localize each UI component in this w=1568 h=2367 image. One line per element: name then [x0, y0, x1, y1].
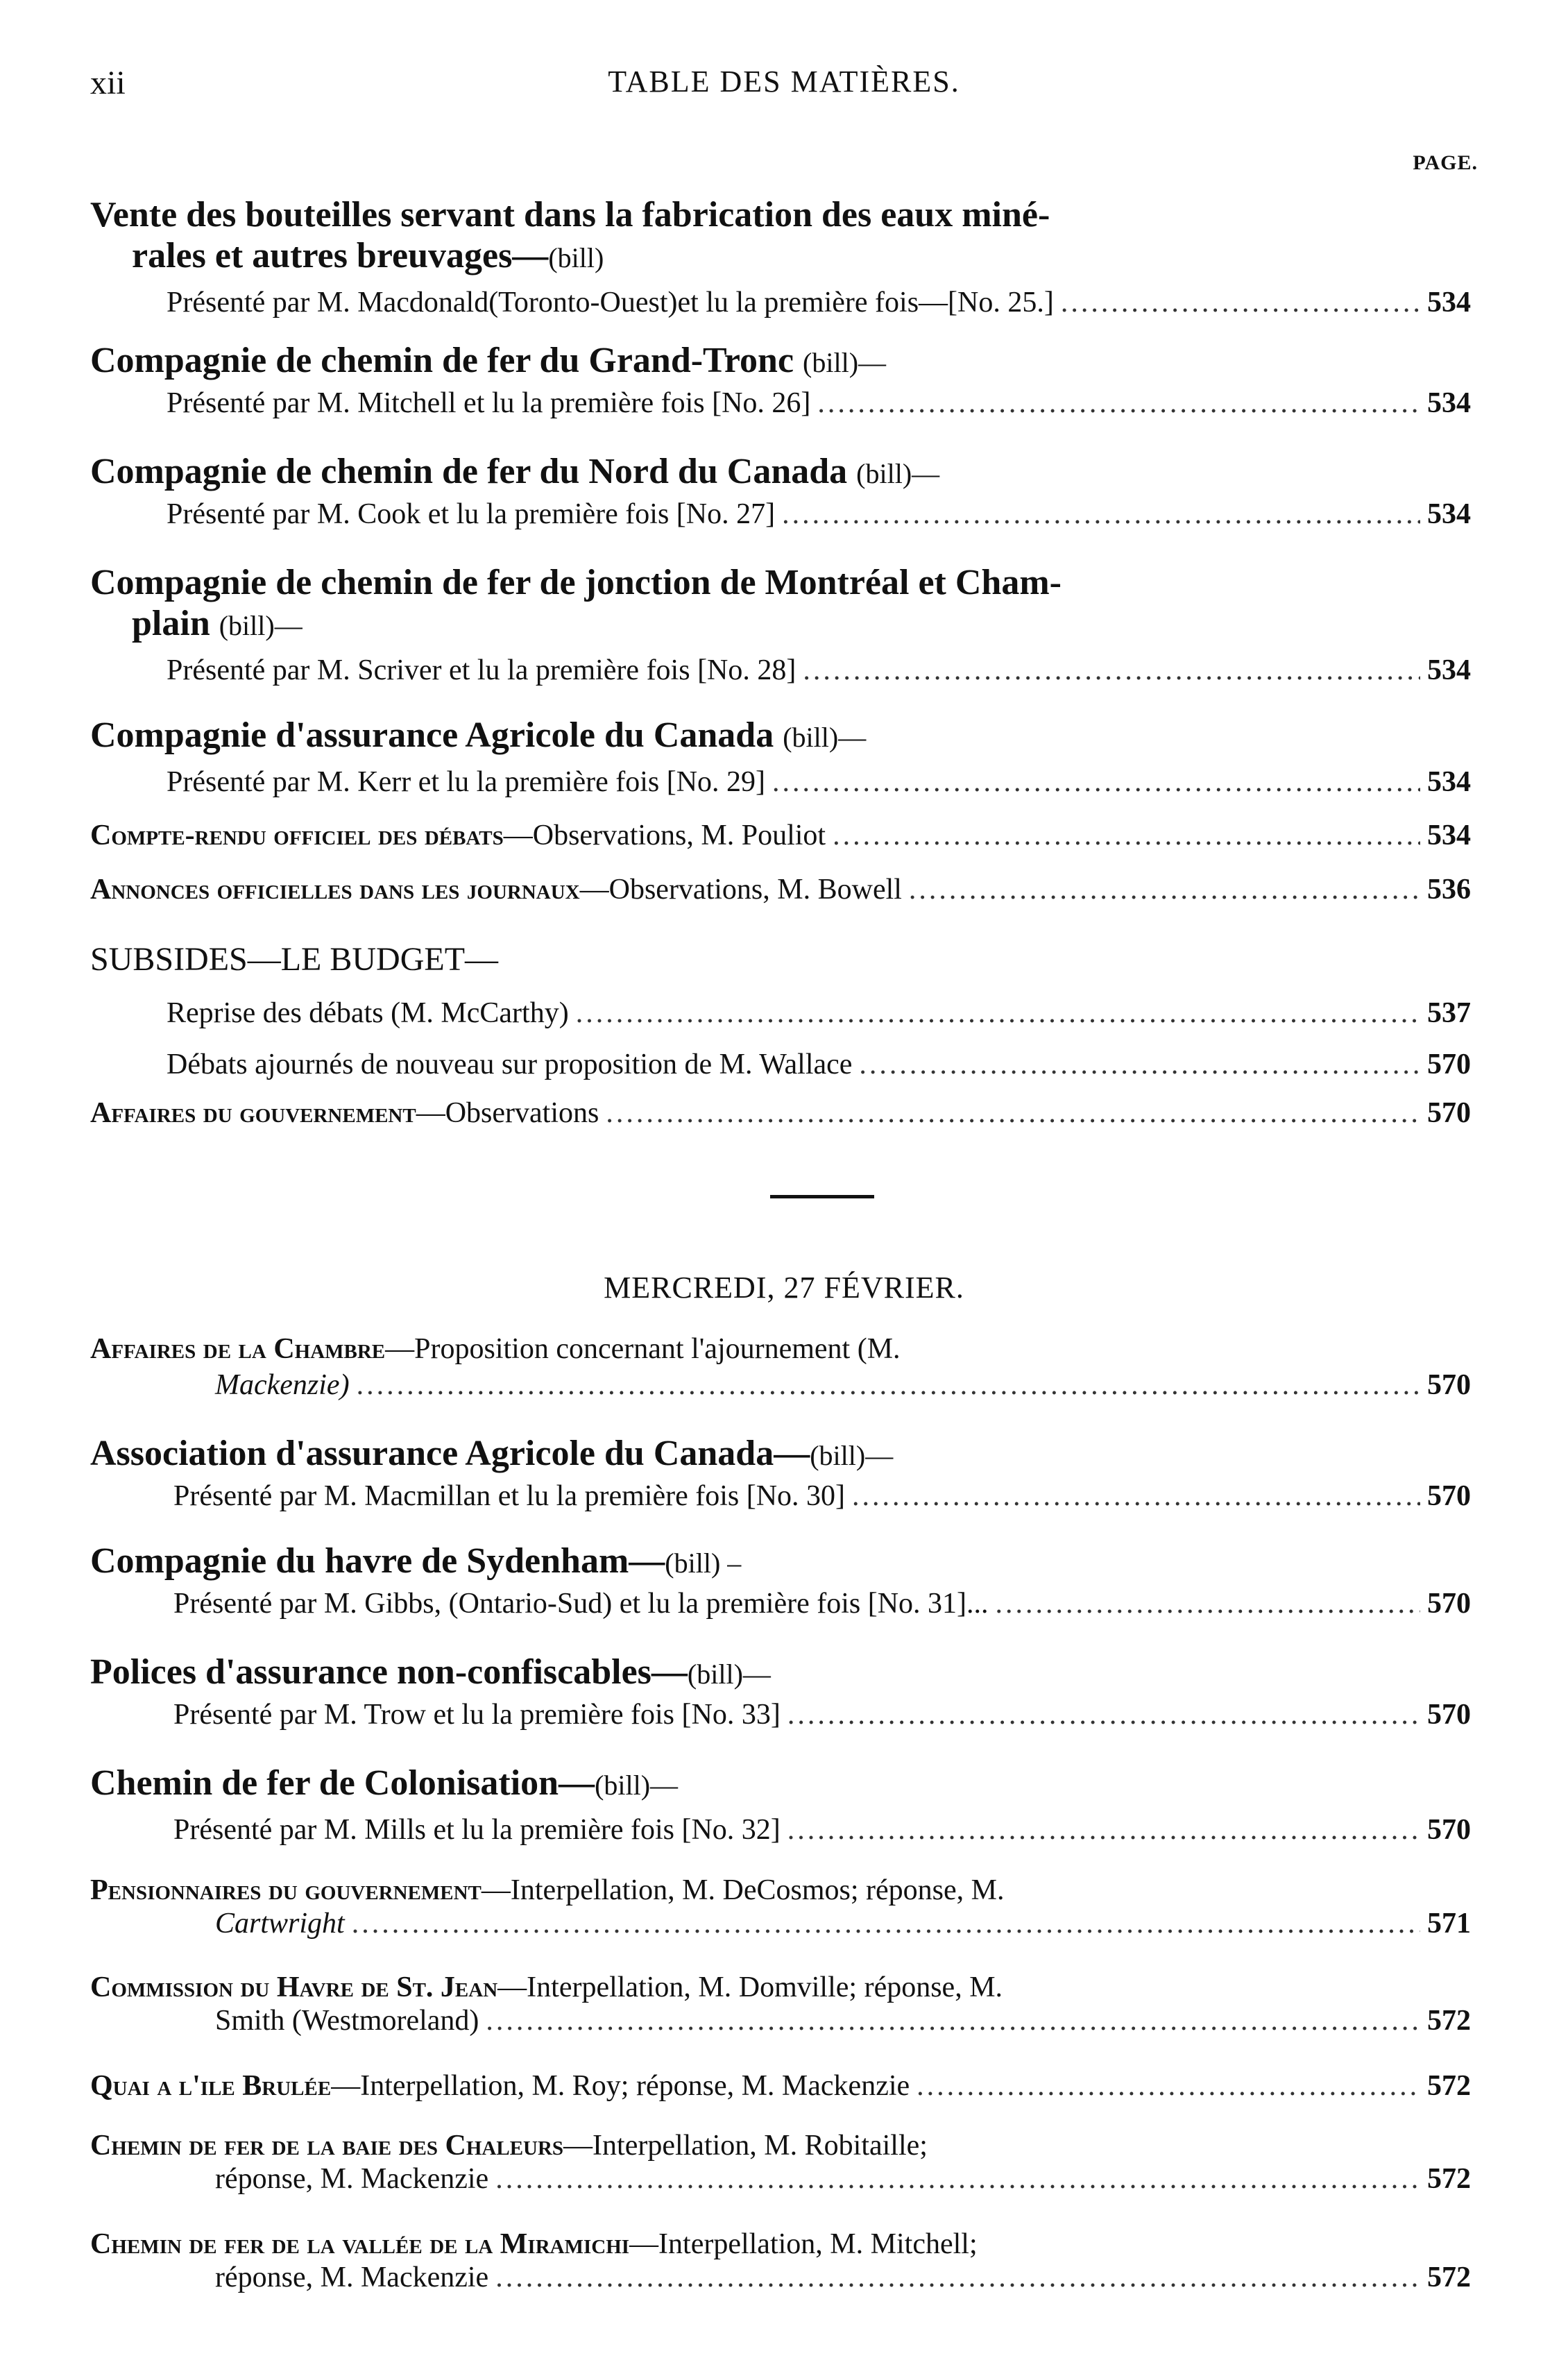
entry-title: Compagnie du havre de Sydenham—(bill) –: [90, 1541, 742, 1581]
entry-line-cont: réponse, M. Mackenzie ..... 572: [90, 2162, 1471, 2196]
entry-line: Présenté par M. Cook et lu la première fois [No. 27] ..... 534: [90, 498, 1471, 531]
entry-line: Pensionnaires du gouvernement—Interpellation, M. DeCosmos; réponse, M.: [90, 1874, 1005, 1906]
entry-title: Compagnie de chemin de fer de jonction de Montréal et Cham-: [90, 563, 1062, 602]
entry-line-cont: réponse, M. Mackenzie ..... 572: [90, 2261, 1471, 2294]
entry-title-cont: rales et autres breuvages—(bill): [132, 236, 604, 275]
entry-title-cont: plain (bill)—: [132, 604, 302, 643]
toc-entry: [90, 340, 1471, 420]
entry-line: Présenté par M. Macdonald(Toronto-Ouest)et lu la première fois—[No. 25.] ..... 534: [90, 286, 1471, 319]
entry-line: Débats ajournés de nouveau sur proposition de M. Wallace ..... 570: [90, 1048, 1471, 1081]
toc-entry: [90, 562, 1471, 687]
toc-entry: [90, 1096, 1471, 1130]
toc-entry: [90, 194, 1471, 319]
entry-line-cont: Smith (Westmoreland) ..... 572: [90, 2004, 1471, 2037]
toc-entry: [90, 2129, 1471, 2196]
divider: [770, 1195, 874, 1198]
entry-line: Quai a l'ile Brulée—Interpellation, M. Roy; réponse, M. Mackenzie ..... 572: [90, 2069, 1471, 2103]
toc-entry: [90, 451, 1471, 531]
toc-entry: [90, 1971, 1471, 2037]
entry-line: Affaires du gouvernement—Observations ..... 570: [90, 1096, 1471, 1130]
entry-title: Compagnie d'assurance Agricole du Canada (bill)—: [90, 715, 867, 755]
page-number: xii: [90, 65, 126, 101]
entry-title: Compagnie de chemin de fer du Grand-Tronc (bill)—: [90, 341, 887, 380]
entry-line: Présenté par M. Gibbs, (Ontario-Sud) et lu la première fois [No. 31]... ..... 570: [90, 1587, 1471, 1620]
entry-line: Présenté par M. Scriver et lu la première fois [No. 28] ..... 534: [90, 654, 1471, 687]
entry-title: SUBSIDES—LE BUDGET—: [90, 941, 499, 978]
entry-line: Présenté par M. Trow et lu la première fois [No. 33] ..... 570: [90, 1698, 1471, 1731]
toc-entry: [90, 2228, 1471, 2294]
toc-entry: [90, 1433, 1471, 1513]
entry-line: Reprise des débats (M. McCarthy) ..... 537: [90, 996, 1471, 1030]
toc-entry: [90, 715, 1471, 799]
entry-title: Polices d'assurance non-confiscables—(bill)—: [90, 1652, 771, 1692]
entry-title: Compagnie de chemin de fer du Nord du Canada (bill)—: [90, 452, 940, 491]
entry-line: Présenté par M. Mitchell et lu la première fois [No. 26] ..... 534: [90, 387, 1471, 420]
entry-line: Annonces officielles dans les journaux—Observations, M. Bowell ..... 536: [90, 873, 1471, 906]
entry-title: Chemin de fer de Colonisation—(bill)—: [90, 1763, 679, 1803]
header-title: TABLE DES MATIÈRES.: [608, 65, 960, 99]
entry-line: Chemin de fer de la vallée de la Miramichi—Interpellation, M. Mitchell;: [90, 2228, 978, 2260]
toc-entry: [90, 1763, 1471, 1847]
page-column-label: PAGE.: [1413, 151, 1478, 174]
date-heading: MERCREDI, 27 FÉVRIER.: [604, 1271, 964, 1305]
entry-line-cont: Mackenzie) ..... 570: [90, 1368, 1471, 1402]
toc-entry: [90, 1332, 1471, 1402]
entry-line: Commission du Havre de St. Jean—Interpellation, M. Domville; réponse, M.: [90, 1971, 1003, 2003]
entry-line: Présenté par M. Mills et lu la première fois [No. 32] ..... 570: [90, 1813, 1471, 1847]
entry-line: Compte-rendu officiel des débats—Observations, M. Pouliot ..... 534: [90, 819, 1471, 852]
toc-entry: [90, 940, 1471, 1081]
entry-line: Présenté par M. Macmillan et lu la première fois [No. 30] ..... 570: [90, 1479, 1471, 1513]
toc-entry: [90, 1652, 1471, 1731]
entry-line: Affaires de la Chambre—Proposition concernant l'ajournement (M.: [90, 1333, 901, 1365]
entry-title: Vente des bouteilles servant dans la fabrication des eaux miné-: [90, 195, 1050, 235]
entry-line: Présenté par M. Kerr et lu la première fois [No. 29] ..... 534: [90, 765, 1471, 799]
toc-entry: [90, 873, 1471, 906]
entry-title: Association d'assurance Agricole du Canada—(bill)—: [90, 1434, 894, 1473]
entry-line: Chemin de fer de la baie des Chaleurs—Interpellation, M. Robitaille;: [90, 2130, 928, 2162]
entry-line-cont: Cartwright ..... 571: [90, 1907, 1471, 1940]
toc-entry: [90, 819, 1471, 852]
page-header: [83, 64, 1485, 112]
toc-entry: [90, 2069, 1471, 2103]
toc-entry: [90, 1541, 1471, 1620]
toc-entry: [90, 1874, 1471, 1940]
